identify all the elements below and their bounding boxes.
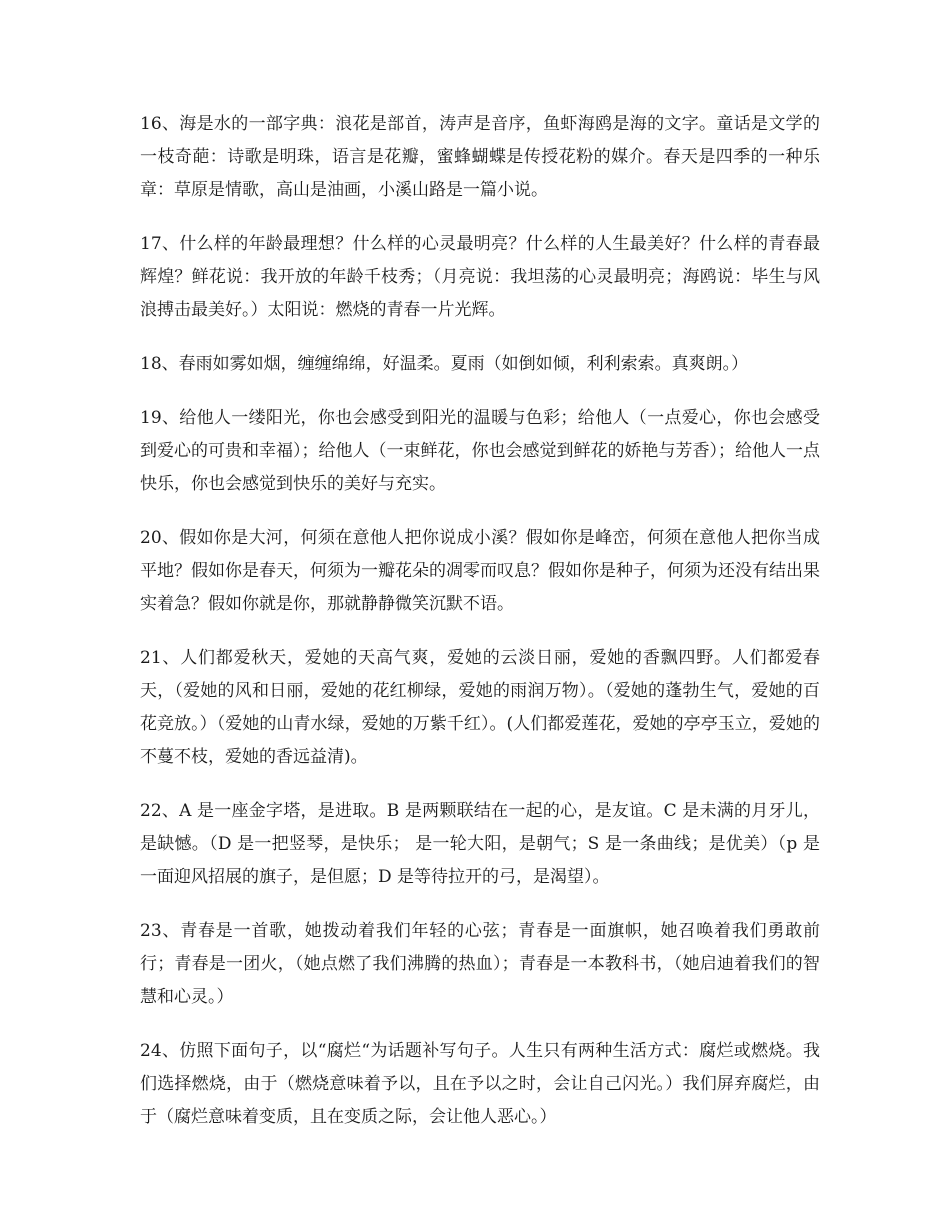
paragraph-16: 16、海是水的一部字典：浪花是部首，涛声是音序，鱼虾海鸥是海的文字。童话是文学的一枝奇葩：诗歌是明珠，语言是花瓣，蜜蜂蝴蝶是传授花粉的媒介。春天是四季的一种乐章：草原是情歌，高山是油画，小溪山路是一篇小说。 xyxy=(140,114,820,200)
paragraph-22: 22、A 是一座金字塔，是进取。B 是两颗联结在一起的心，是友谊。C 是未满的月牙儿，是缺憾。（D 是一把竖琴，是快乐； 是一轮大阳，是朝气；S 是一条曲线；是优美）（p 是一面迎风招展的旗子，是但愿；D 是等待拉开的弓，是渴望）。 xyxy=(140,801,820,887)
paragraph-17: 17、什么样的年龄最理想？什么样的心灵最明亮？什么样的人生最美好？什么样的青春最辉煌？鲜花说：我开放的年龄千枝秀；（月亮说：我坦荡的心灵最明亮；海鸥说：毕生与风浪搏击最美好。）太阳说：燃烧的青春一片光辉。 xyxy=(140,234,820,320)
paragraph-18: 18、春雨如雾如烟，缠缠绵绵，好温柔。夏雨（如倒如倾，利利索索。真爽朗。） xyxy=(140,354,749,374)
document-page xyxy=(140,108,820,1155)
paragraph-23: 23、青春是一首歌，她拨动着我们年轻的心弦；青春是一面旗帜，她召唤着我们勇敢前行；青春是一团火，（她点燃了我们沸腾的热血）；青春是一本教科书，（她启迪着我们的智慧和心灵。） xyxy=(140,921,820,1007)
paragraph-21: 21、人们都爱秋天，爱她的天高气爽，爱她的云淡日丽，爱她的香飘四野。人们都爱春天，（爱她的风和日丽，爱她的花红柳绿，爱她的雨润万物）。（爱她的蓬勃生气，爱她的百花竞放。）（爱她的山青水绿，爱她的万紫千红）。(人们都爱莲花，爱她的亭亭玉立，爱她的不蔓不枝，爱她的香远益清)。 xyxy=(140,648,820,767)
paragraph-19: 19、给他人一缕阳光，你也会感受到阳光的温暖与色彩；给他人（一点爱心，你也会感受到爱心的可贵和幸福）；给他人（一束鲜花，你也会感觉到鲜花的娇艳与芳香）；给他人一点快乐，你也会感觉到快乐的美好与充实。 xyxy=(140,408,820,494)
paragraph-20: 20、假如你是大河，何须在意他人把你说成小溪？假如你是峰峦，何须在意他人把你当成平地？假如你是春天，何须为一瓣花朵的凋零而叹息？假如你是种子，何须为还没有结出果实着急？假如你就是你，那就静静微笑沉默不语。 xyxy=(140,528,820,614)
paragraph-24: 24、仿照下面句子，以“腐烂“为话题补写句子。人生只有两种生活方式：腐烂或燃烧。我们选择燃烧，由于（燃烧意味着予以，且在予以之时，会让自己闪光。）我们屏弃腐烂，由于（腐烂意味着变质，且在变质之际，会让他人恶心。） xyxy=(140,1041,820,1127)
